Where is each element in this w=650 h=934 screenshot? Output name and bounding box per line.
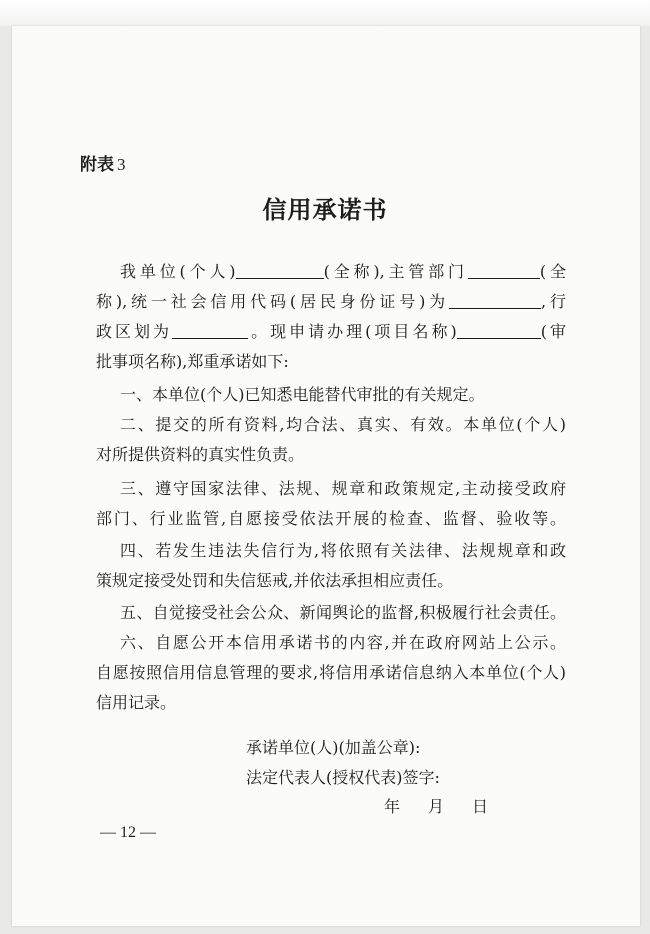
name-blank[interactable] — [236, 260, 324, 279]
department-blank[interactable] — [468, 260, 540, 279]
item-6-line-2: 自愿按照信用信息管理的要求,将信用承诺信息纳入本单位(个人) — [96, 663, 566, 682]
region-blank[interactable] — [172, 320, 248, 339]
scan-edge — [0, 0, 650, 26]
item-6-line-3: 信用记录。 — [96, 693, 177, 712]
intro-text: ,行 — [541, 292, 566, 311]
page-title: 信用承诺书 — [262, 196, 388, 224]
intro-text: (全 — [539, 262, 566, 281]
intro-line-3 — [96, 317, 566, 347]
item-4-line-1: 四、若发生违法失信行为,将依照有关法律、法规规章和政 — [120, 541, 566, 560]
project-blank[interactable] — [457, 320, 541, 339]
intro-text: 我单位(个人) — [120, 262, 236, 281]
signature-representative: 法定代表人(授权代表)签字: — [246, 768, 440, 787]
signature-unit: 承诺单位(人)(加盖公章): — [246, 738, 421, 757]
date-month: 月 — [428, 797, 445, 816]
date-year: 年 — [384, 797, 401, 816]
item-4-line-2: 策规定接受处罚和失信惩戒,并依法承担相应责任。 — [96, 571, 454, 590]
intro-line-1 — [120, 257, 566, 287]
date-day: 日 — [472, 797, 489, 816]
intro-line-4: 批事项名称),郑重承诺如下: — [96, 352, 289, 371]
annex-number: 3 — [117, 155, 126, 174]
item-3-line-2: 部门、行业监管,自愿接受依法开展的检查、监督、验收等。 — [96, 509, 566, 528]
annex-label-text: 附表 — [80, 155, 114, 175]
item-2-line-2: 对所提供资料的真实性负责。 — [96, 445, 305, 464]
intro-text: 政区划为 — [96, 322, 173, 341]
intro-line-2 — [96, 287, 566, 317]
item-2-line-1: 二、提交的所有资料,均合法、真实、有效。本单位(个人) — [120, 415, 566, 434]
item-6-line-1: 六、自愿公开本信用承诺书的内容,并在政府网站上公示。 — [120, 633, 566, 652]
item-5: 五、自觉接受社会公众、新闻舆论的监督,积极履行社会责任。 — [120, 603, 566, 622]
item-1: 一、本单位(个人)已知悉电能替代审批的有关规定。 — [120, 385, 485, 404]
annex-label — [80, 150, 126, 175]
credit-code-blank[interactable] — [449, 290, 541, 309]
intro-text: 称),统一社会信用代码(居民身份证号)为 — [96, 292, 450, 311]
signature-date — [384, 792, 488, 822]
page-number: — 12 — — [100, 824, 156, 841]
item-3-line-1: 三、遵守国家法律、法规、规章和政策规定,主动接受政府 — [120, 479, 566, 498]
intro-text: 。现申请办理(项目名称) — [248, 322, 457, 341]
intro-text: (审 — [540, 322, 566, 341]
intro-text: (全称),主管部门 — [323, 262, 468, 281]
